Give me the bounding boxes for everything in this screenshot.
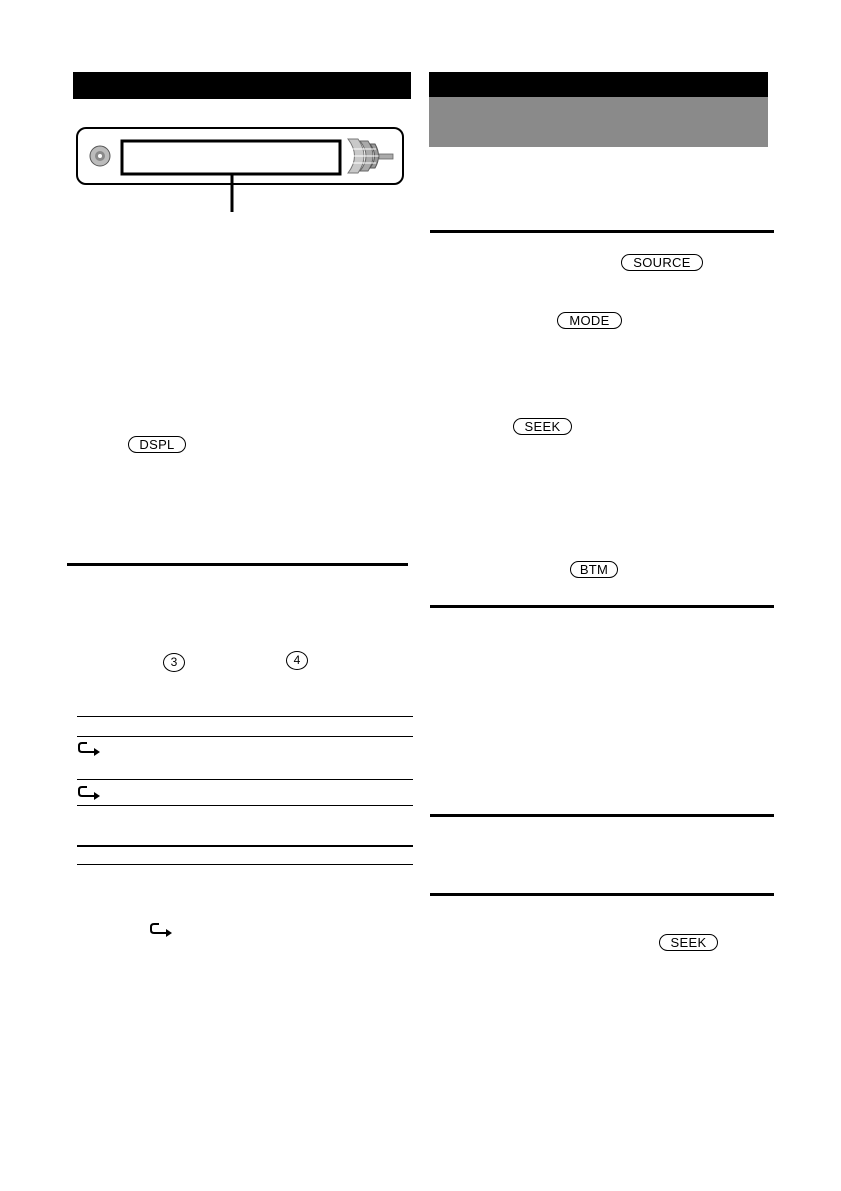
right-section-rule — [430, 230, 774, 233]
mode-button[interactable]: MODE — [557, 312, 622, 329]
right-section-rule — [430, 814, 774, 817]
btm-button[interactable]: BTM — [570, 561, 618, 578]
preset-3-button[interactable]: 3 — [163, 653, 185, 672]
right-section-rule — [430, 893, 774, 896]
left-section-header-bar — [73, 72, 411, 99]
repeat-icon — [78, 784, 102, 802]
preset-4-button[interactable]: 4 — [286, 651, 308, 670]
table-rule — [77, 864, 413, 865]
table-rule — [77, 779, 413, 780]
table-rule — [77, 736, 413, 737]
table-rule — [77, 805, 413, 806]
display-panel-illustration — [76, 125, 406, 215]
table-rule — [77, 716, 413, 717]
seek-button[interactable]: SEEK — [513, 418, 572, 435]
repeat-icon — [150, 921, 174, 939]
right-section-header-bar — [429, 72, 768, 97]
right-section-subheader-bar — [429, 97, 768, 147]
repeat-icon — [78, 740, 102, 758]
left-section-rule — [67, 563, 408, 566]
right-section-rule — [430, 605, 774, 608]
source-button[interactable]: SOURCE — [621, 254, 703, 271]
dspl-button[interactable]: DSPL — [128, 436, 186, 453]
seek-button[interactable]: SEEK — [659, 934, 718, 951]
table-rule — [77, 845, 413, 847]
disc-icon — [90, 146, 110, 166]
